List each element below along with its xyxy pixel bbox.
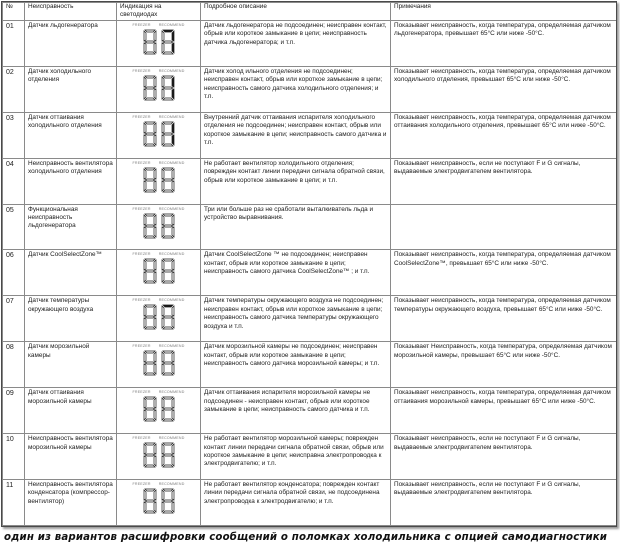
fault-name: Неисправность вентилятора морозильной камеры	[25, 434, 117, 480]
indicator-label-freezer: FREEZER	[132, 252, 151, 257]
led-indicator	[117, 20, 201, 66]
fault-name: Датчик холодильного отделения	[25, 66, 117, 112]
indicator-label-freezer: FREEZER	[132, 390, 151, 395]
digit-segments-icon	[141, 75, 177, 102]
seven-segment-display	[129, 434, 189, 469]
table-row	[3, 434, 617, 480]
fault-code-table	[2, 2, 617, 526]
indicator-label-freezer: FREEZER	[132, 298, 151, 303]
led-indicator	[117, 158, 201, 204]
fault-number: 11	[3, 479, 25, 525]
table-header-row	[3, 3, 617, 21]
indicator-label-recommend: RECOMMEND	[158, 344, 185, 349]
fault-notes: Показывает неисправность, когда температура, определяемая датчиком CoolSelectZone™, превышает 65°С или ниже -50°С.	[391, 250, 617, 296]
indicator-label-recommend: RECOMMEND	[158, 160, 185, 165]
led-indicator	[117, 66, 201, 112]
indicator-label-freezer: FREEZER	[132, 22, 151, 27]
seven-segment-display	[129, 67, 189, 102]
indicator-label-recommend: RECOMMEND	[158, 22, 185, 27]
fault-name: Функциональная неисправность льдогенератора	[25, 204, 117, 250]
fault-number: 07	[3, 296, 25, 342]
fault-number: 08	[3, 342, 25, 388]
fault-name: Неисправность вентилятора конденсатора (компрессор-вентилятор)	[25, 479, 117, 525]
fault-number: 03	[3, 112, 25, 158]
fault-description: Не работает вентилятор морозильной камеры; поврежден контакт линии передачи сигнала обратной связи, обрыв или короткое замыкание в цепи; неисправна электропроводка к электродвигателю; и т.п.	[201, 434, 391, 480]
seven-segment-display	[129, 296, 189, 331]
fault-notes: Показывает неисправность, если не поступают F и G сигналы, выдаваемые электродвигателем вентилятора.	[391, 158, 617, 204]
fault-name: Датчик CoolSelectZone™	[25, 250, 117, 296]
fault-description: Три или больше раз не сработали выталкиватель льда и устройство выравнивания.	[201, 204, 391, 250]
digit-segments-icon	[141, 29, 177, 56]
table-row	[3, 250, 617, 296]
fault-description: Датчик льдогенератора не подсоединен; неисправен контакт, обрыв или короткое замыкание в цепи; неисправность датчика льдогенератора; и т.п.	[201, 20, 391, 66]
seven-segment-display	[129, 21, 189, 56]
fault-description: Датчик температуры окружающего воздуха не подсоединен; неисправен контакт, обрыв или короткое замыкание в цепи; неисправность самого датчика температуры окружающего воздуха и т.п.	[201, 296, 391, 342]
table-row	[3, 342, 617, 388]
digit-segments-icon	[141, 350, 177, 377]
fault-name: Датчик оттаивания холодильного отделения	[25, 112, 117, 158]
digit-segments-icon	[141, 258, 177, 285]
fault-number: 10	[3, 434, 25, 480]
indicator-label-freezer: FREEZER	[132, 68, 151, 73]
led-indicator	[117, 250, 201, 296]
seven-segment-display	[129, 342, 189, 377]
table-row	[3, 479, 617, 525]
indicator-label-recommend: RECOMMEND	[158, 481, 185, 486]
indicator-label-freezer: FREEZER	[132, 160, 151, 165]
fault-number: 01	[3, 20, 25, 66]
fault-number: 02	[3, 66, 25, 112]
digit-segments-icon	[141, 396, 177, 423]
table-row	[3, 204, 617, 250]
fault-description: Датчик холод ильного отделения не подсоединен; неисправен контакт, обрыв или короткое замыкание в цепи; неисправность самого датчика холодильного отделения; и т.п.	[201, 66, 391, 112]
header-description: Подробное описание	[201, 3, 391, 21]
indicator-label-freezer: FREEZER	[132, 114, 151, 119]
indicator-label-recommend: RECOMMEND	[158, 206, 185, 211]
table-row	[3, 388, 617, 434]
seven-segment-display	[129, 250, 189, 285]
indicator-label-freezer: FREEZER	[132, 436, 151, 441]
seven-segment-display	[129, 388, 189, 423]
fault-notes: Показывает неисправность, если не поступают F и G сигналы, выдаваемые электродвигателем вентилятора.	[391, 434, 617, 480]
fault-notes: Показывает неисправность, когда температура, определяемая датчиком оттаивания морозильной камеры, превышает 65°С или ниже -50°С.	[391, 388, 617, 434]
indicator-label-recommend: RECOMMEND	[158, 436, 185, 441]
fault-name: Неисправность вентилятора холодильного отделения	[25, 158, 117, 204]
seven-segment-display	[129, 159, 189, 194]
digit-segments-icon	[141, 213, 177, 240]
led-indicator	[117, 479, 201, 525]
fault-notes: Показывает неисправность, если не поступают F и G сигналы, выдаваемые электродвигателем вентилятора.	[391, 479, 617, 525]
fault-code-table-sheet	[1, 1, 617, 527]
digit-segments-icon	[141, 167, 177, 194]
led-indicator	[117, 112, 201, 158]
digit-segments-icon	[141, 488, 177, 515]
fault-description: Не работает вентилятор конденсатора; поврежден контакт линии передачи сигнала обратной связи, не подсоединена электропроводка к электродвигателю; и т.п.	[201, 479, 391, 525]
table-row	[3, 158, 617, 204]
led-indicator	[117, 388, 201, 434]
fault-name: Датчик льдогенератора	[25, 20, 117, 66]
seven-segment-display	[129, 113, 189, 148]
fault-number: 05	[3, 204, 25, 250]
led-indicator	[117, 434, 201, 480]
table-row	[3, 66, 617, 112]
fault-number: 09	[3, 388, 25, 434]
fault-description: Датчик морозильной камеры не подсоединен; неисправен контакт, обрыв или короткое замыкание в цепи; неисправность самого датчика морозильной камеры; и т.п.	[201, 342, 391, 388]
indicator-label-freezer: FREEZER	[132, 344, 151, 349]
table-row	[3, 296, 617, 342]
figure-caption: один из вариантов расшифровки сообщений о поломках холодильника с опцией самодиагностики	[4, 532, 608, 543]
fault-description: Внутренний датчик оттаивания испарителя холодильного отделения не подсоединен; неисправен контакт, обрыв или короткое замыкание в цепи; неисправность самого датчика и т.п.	[201, 112, 391, 158]
indicator-label-recommend: RECOMMEND	[158, 390, 185, 395]
digit-segments-icon	[141, 121, 177, 148]
digit-segments-icon	[141, 442, 177, 469]
fault-description: Не работает вентилятор холодильного отделения; поврежден контакт линии передачи сигнала обратной связи, обрыв или короткое замыкание в цепи; и т.п.	[201, 158, 391, 204]
led-indicator	[117, 296, 201, 342]
table-row	[3, 112, 617, 158]
header-notes: Примечания	[391, 3, 617, 21]
fault-notes: Показывает Неисправность, когда температура, определяемая датчиком морозильной камеры, превышает 65°С или ниже -50°С.	[391, 342, 617, 388]
header-fault: Неисправность	[25, 3, 117, 21]
table-row	[3, 20, 617, 66]
fault-notes: Показывает неисправность, когда температура, определяемая датчиком льдогенератора, превышает 65°С или ниже -50°С.	[391, 20, 617, 66]
led-indicator	[117, 204, 201, 250]
led-indicator	[117, 342, 201, 388]
indicator-label-freezer: FREEZER	[132, 206, 151, 211]
fault-name: Датчик оттаивания морозильной камеры	[25, 388, 117, 434]
indicator-label-freezer: FREEZER	[132, 481, 151, 486]
seven-segment-display	[129, 480, 189, 515]
fault-name: Датчик температуры окружающего воздуха	[25, 296, 117, 342]
fault-description: Датчик оттаивания испарителя морозильной камеры не подсоединен - неисправен контакт, обрыв или короткое замыкание в цепи; неисправность самого датчика и т.п.	[201, 388, 391, 434]
seven-segment-display	[129, 205, 189, 240]
indicator-label-recommend: RECOMMEND	[158, 298, 185, 303]
indicator-label-recommend: RECOMMEND	[158, 114, 185, 119]
indicator-label-recommend: RECOMMEND	[158, 68, 185, 73]
fault-notes	[391, 204, 617, 250]
fault-notes: Показывает неисправность, когда температура, определяемая датчиком оттаивания холодильного отделения, превышает 65°С или ниже -50°С.	[391, 112, 617, 158]
digit-segments-icon	[141, 304, 177, 331]
fault-number: 06	[3, 250, 25, 296]
fault-name: Датчик морозильной камеры	[25, 342, 117, 388]
fault-notes: Показывает неисправность, когда температура, определяемая датчиком температуры окружающего воздуха, превышает 65°С или ниже -50°С.	[391, 296, 617, 342]
fault-number: 04	[3, 158, 25, 204]
header-number: №	[3, 3, 25, 21]
fault-description: Датчик CoolSelectZone ™ не подсоединен; неисправен контакт, обрыв или короткое замыкание в цепи; неисправность самого датчика CoolSelectZone™ ; и т.п.	[201, 250, 391, 296]
header-indication: Индикация на светодиодах	[117, 3, 201, 21]
indicator-label-recommend: RECOMMEND	[158, 252, 185, 257]
fault-notes: Показывает неисправность, когда температура, определяемая датчиком холодильного отделения, превышает 65°С или ниже -50°С.	[391, 66, 617, 112]
